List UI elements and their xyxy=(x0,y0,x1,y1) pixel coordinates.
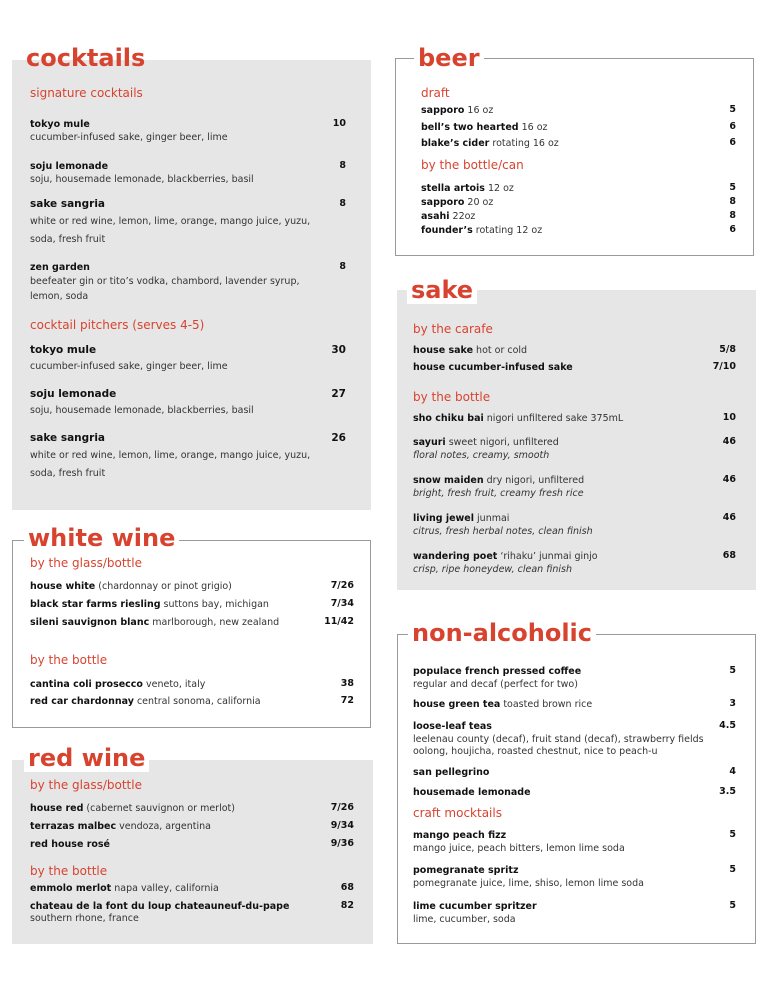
cocktail-desc: cucumber-infused sake, ginger beer, lime xyxy=(30,132,228,143)
beer-item: sapporo 16 oz xyxy=(421,105,494,116)
red-wine-title: red wine xyxy=(24,744,149,772)
sake-notes: crisp, ripe honeydew, clean finish xyxy=(413,564,572,575)
na-desc: leelenau county (decaf), fruit stand (decaf), strawberry fields xyxy=(413,734,704,745)
na-item: san pellegrino xyxy=(413,767,490,778)
mocktail-item: lime cucumber spritzer xyxy=(413,901,537,912)
beer-price: 6 xyxy=(729,121,736,132)
red-wine-item: emmolo merlot napa valley, california xyxy=(30,883,219,894)
sake-notes: floral notes, creamy, smooth xyxy=(413,450,550,461)
white-wine-price: 7/34 xyxy=(330,598,354,609)
mocktail-item: pomegranate spritz xyxy=(413,865,519,876)
sake-item: living jewel junmai xyxy=(413,513,510,524)
sake-item: snow maiden dry nigori, unfiltered xyxy=(413,475,585,486)
pitcher-item: sake sangria xyxy=(30,432,106,444)
white-wine-price: 72 xyxy=(340,695,354,706)
sake-price: 46 xyxy=(722,512,736,523)
cocktail-item: zen garden xyxy=(30,262,90,273)
red-wine-item: chateau de la font du loup chateauneuf-du-pape xyxy=(30,901,290,912)
cocktail-desc: white or red wine, lemon, lime, orange, mango juice, yuzu, xyxy=(30,216,311,227)
beer-title: beer xyxy=(414,44,484,72)
carafe-heading: by the carafe xyxy=(413,322,493,336)
beer-price: 6 xyxy=(729,224,736,235)
red-wine-price: 68 xyxy=(340,882,354,893)
white-wine-title: white wine xyxy=(24,524,179,552)
pitcher-desc: white or red wine, lemon, lime, orange, mango juice, yuzu, xyxy=(30,450,311,461)
pitcher-price: 26 xyxy=(331,432,346,444)
na-item: populace french pressed coffee xyxy=(413,666,582,677)
cocktail-item: sake sangria xyxy=(30,198,106,210)
cocktail-item: soju lemonade xyxy=(30,161,109,172)
beer-bottle-heading: by the bottle/can xyxy=(421,158,524,172)
sake-notes: citrus, fresh herbal notes, clean finish xyxy=(413,526,593,537)
sake-price: 46 xyxy=(722,436,736,447)
white-wine-item: black star farms riesling suttons bay, michigan xyxy=(30,599,269,610)
white-glass-heading: by the glass/bottle xyxy=(30,556,142,570)
na-item: loose-leaf teas xyxy=(413,721,492,732)
red-bottle-heading: by the bottle xyxy=(30,864,108,878)
red-glass-heading: by the glass/bottle xyxy=(30,778,142,792)
cocktail-price: 10 xyxy=(332,118,346,129)
na-price: 3.5 xyxy=(719,786,736,797)
white-wine-price: 7/26 xyxy=(330,580,354,591)
sake-price: 68 xyxy=(722,550,736,561)
na-desc: regular and decaf (perfect for two) xyxy=(413,679,578,690)
white-bottle-heading: by the bottle xyxy=(30,653,108,667)
sake-item: wandering poet ‘rihaku’ junmai ginjo xyxy=(413,551,598,562)
beer-price: 8 xyxy=(729,196,736,207)
cocktail-desc: lemon, soda xyxy=(30,291,89,302)
white-wine-price: 11/42 xyxy=(324,616,354,627)
pitcher-desc: soju, housemade lemonade, blackberries, basil xyxy=(30,405,254,416)
white-wine-price: 38 xyxy=(340,678,354,689)
na-price: 3 xyxy=(729,698,736,709)
cocktail-desc: soju, housemade lemonade, blackberries, basil xyxy=(30,174,254,185)
mocktail-desc: lime, cucumber, soda xyxy=(413,914,516,925)
sake-notes: bright, fresh fruit, creamy fresh rice xyxy=(413,488,584,499)
sake-item: house cucumber-infused sake xyxy=(413,362,573,373)
pitchers-heading: cocktail pitchers (serves 4-5) xyxy=(30,318,205,332)
pitcher-desc: cucumber-infused sake, ginger beer, lime xyxy=(30,361,228,372)
mocktail-item: mango peach fizz xyxy=(413,830,507,841)
beer-item: sapporo 20 oz xyxy=(421,197,494,208)
white-wine-item: sileni sauvignon blanc marlborough, new zealand xyxy=(30,617,280,628)
non-alcoholic-title: non-alcoholic xyxy=(408,619,596,647)
sake-price: 7/10 xyxy=(712,361,736,372)
sake-price: 46 xyxy=(722,474,736,485)
sake-item: house sake hot or cold xyxy=(413,345,528,356)
white-wine-item: cantina coli prosecco veneto, italy xyxy=(30,679,206,690)
pitcher-item: soju lemonade xyxy=(30,388,117,400)
white-wine-item: red car chardonnay central sonoma, california xyxy=(30,696,261,707)
beer-item: asahi 22oz xyxy=(421,211,476,222)
pitcher-desc: soda, fresh fruit xyxy=(30,468,106,479)
beer-item: founder’s rotating 12 oz xyxy=(421,225,543,236)
na-item: house green tea toasted brown rice xyxy=(413,699,593,710)
beer-price: 5 xyxy=(729,104,736,115)
beer-price: 8 xyxy=(729,210,736,221)
red-wine-desc: southern rhone, france xyxy=(30,913,139,924)
cocktail-desc: beefeater gin or tito’s vodka, chambord, lavender syrup, xyxy=(30,276,300,287)
na-item: housemade lemonade xyxy=(413,787,531,798)
na-price: 4.5 xyxy=(719,720,736,731)
mocktail-price: 5 xyxy=(729,900,736,911)
mocktails-heading: craft mocktails xyxy=(413,806,502,820)
pitcher-item: tokyo mule xyxy=(30,344,97,356)
mocktail-desc: pomegranate juice, lime, shiso, lemon lime soda xyxy=(413,878,644,889)
beer-price: 6 xyxy=(729,137,736,148)
cocktail-price: 8 xyxy=(339,160,346,171)
red-wine-price: 82 xyxy=(340,900,354,911)
mocktail-price: 5 xyxy=(729,864,736,875)
mocktail-desc: mango juice, peach bitters, lemon lime soda xyxy=(413,843,625,854)
na-price: 5 xyxy=(729,665,736,676)
beer-item: stella artois 12 oz xyxy=(421,183,514,194)
cocktail-desc: soda, fresh fruit xyxy=(30,234,106,245)
sake-price: 5/8 xyxy=(719,344,736,355)
red-wine-item: terrazas malbec vendoza, argentina xyxy=(30,821,211,832)
beer-item: blake’s cider rotating 16 oz xyxy=(421,138,559,149)
draft-heading: draft xyxy=(421,86,450,100)
sake-title: sake xyxy=(407,276,477,304)
red-wine-price: 9/34 xyxy=(330,820,354,831)
cocktails-title: cocktails xyxy=(26,44,146,72)
cocktail-price: 8 xyxy=(339,198,346,209)
na-desc: oolong, houjicha, roasted chestnut, nice to peach-u xyxy=(413,746,658,757)
sake-price: 10 xyxy=(722,412,736,423)
red-wine-price: 9/36 xyxy=(330,838,354,849)
beer-price: 5 xyxy=(729,182,736,193)
mocktail-price: 5 xyxy=(729,829,736,840)
pitcher-price: 30 xyxy=(331,344,346,356)
cocktail-item: tokyo mule xyxy=(30,119,90,130)
red-wine-item: house red (cabernet sauvignon or merlot) xyxy=(30,803,235,814)
cocktail-price: 8 xyxy=(339,261,346,272)
red-wine-price: 7/26 xyxy=(330,802,354,813)
sake-bottle-heading: by the bottle xyxy=(413,390,491,404)
pitcher-price: 27 xyxy=(331,388,346,400)
red-wine-item: red house rosé xyxy=(30,839,111,850)
na-price: 4 xyxy=(729,766,736,777)
signature-heading: signature cocktails xyxy=(30,86,143,100)
sake-item: sho chiku bai nigori unfiltered sake 375mL xyxy=(413,413,624,424)
beer-item: bell’s two hearted 16 oz xyxy=(421,122,548,133)
white-wine-item: house white (chardonnay or pinot grigio) xyxy=(30,581,232,592)
sake-item: sayuri sweet nigori, unfiltered xyxy=(413,437,559,448)
